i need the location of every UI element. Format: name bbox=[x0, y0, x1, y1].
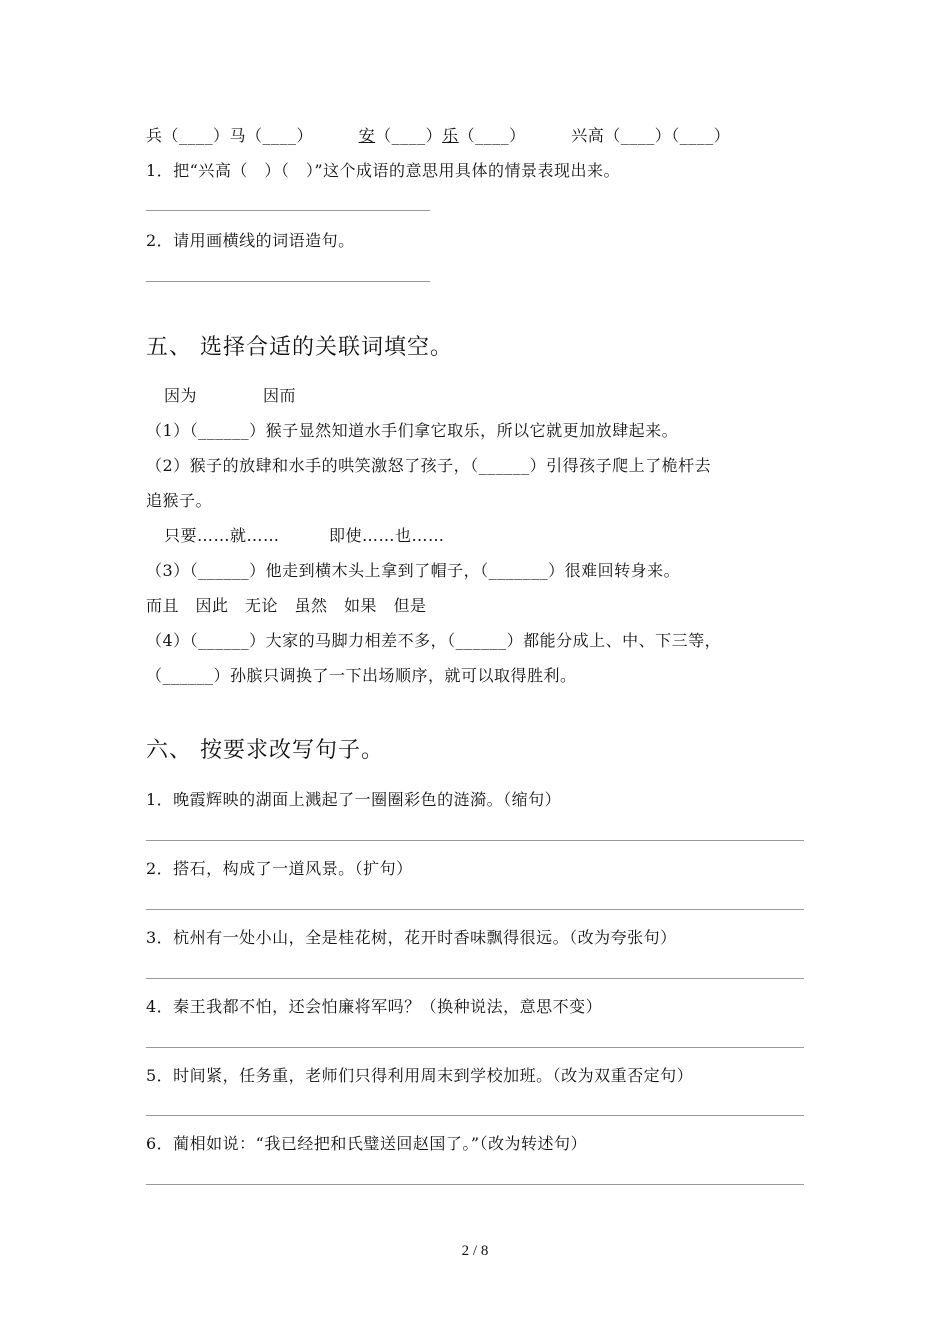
word-group-3: 兴高（____）（____） bbox=[571, 126, 731, 145]
question-text: 4．秦王我都不怕，还会怕廉将军吗？（换种说法，意思不变） bbox=[146, 997, 603, 1016]
fill-item: （3）（______）他走到横木头上拿到了帽子，（_______）很难回转身来。 bbox=[146, 561, 681, 580]
word-bank: 因为 因而 bbox=[164, 386, 297, 405]
fill-item-continued: 追猴子。 bbox=[146, 491, 213, 510]
word-fill-row bbox=[146, 123, 730, 146]
answer-line[interactable] bbox=[146, 1184, 804, 1185]
page-number: 2 / 8 bbox=[461, 1243, 489, 1259]
question-text: 3．杭州有一处小山，全是桂花树，花开时香味飘得很远。（改为夸张句） bbox=[146, 928, 677, 947]
answer-line[interactable] bbox=[146, 909, 804, 910]
section-heading: 六、 按要求改写句子。 bbox=[146, 738, 384, 763]
answer-line[interactable] bbox=[146, 840, 804, 841]
answer-line[interactable] bbox=[146, 978, 804, 979]
answer-line[interactable] bbox=[146, 1047, 804, 1048]
underlined-char-an: 安 bbox=[358, 126, 376, 145]
word-bank: 只要……就…… 即使……也…… bbox=[164, 526, 445, 545]
word-bank: 而且 因此 无论 虽然 如果 但是 bbox=[146, 596, 427, 615]
word-blank: （____） bbox=[375, 126, 443, 145]
underlined-char-le: 乐 bbox=[442, 126, 459, 145]
answer-line[interactable] bbox=[146, 210, 430, 211]
word-group-1: 兵（____）马（____） bbox=[146, 126, 314, 145]
question-text: 2．搭石，构成了一道风景。（扩句） bbox=[146, 859, 413, 878]
question-text: 2．请用画横线的词语造句。 bbox=[146, 231, 355, 250]
question-text: 5．时间紧，任务重，老师们只得利用周末到学校加班。（改为双重否定句） bbox=[146, 1066, 694, 1085]
answer-line[interactable] bbox=[146, 281, 430, 282]
question-text: 6．蔺相如说：“我已经把和氏璧送回赵国了。”（改为转述句） bbox=[146, 1134, 588, 1153]
fill-item: （1）（______）猴子显然知道水手们拿它取乐，所以它就更加放肆起来。 bbox=[146, 421, 679, 440]
fill-item: （4）（______）大家的马脚力相差不多，（______）都能分成上、中、下三等， bbox=[146, 631, 722, 650]
fill-item: （2）猴子的放肆和水手的哄笑激怒了孩子，（______）引得孩子爬上了桅杆去 bbox=[146, 456, 712, 475]
word-blank: （____） bbox=[458, 126, 526, 145]
section-heading: 五、 选择合适的关联词填空。 bbox=[146, 335, 453, 360]
fill-item-continued: （______）孙膑只调换了一下出场顺序，就可以取得胜利。 bbox=[146, 666, 577, 685]
question-text: 1．晚霞辉映的湖面上溅起了一圈圈彩色的涟漪。（缩句） bbox=[146, 790, 562, 809]
question-text: 1．把“兴高（ ）（ ）”这个成语的意思用具体的情景表现出来。 bbox=[146, 161, 621, 180]
answer-line[interactable] bbox=[146, 1115, 804, 1116]
